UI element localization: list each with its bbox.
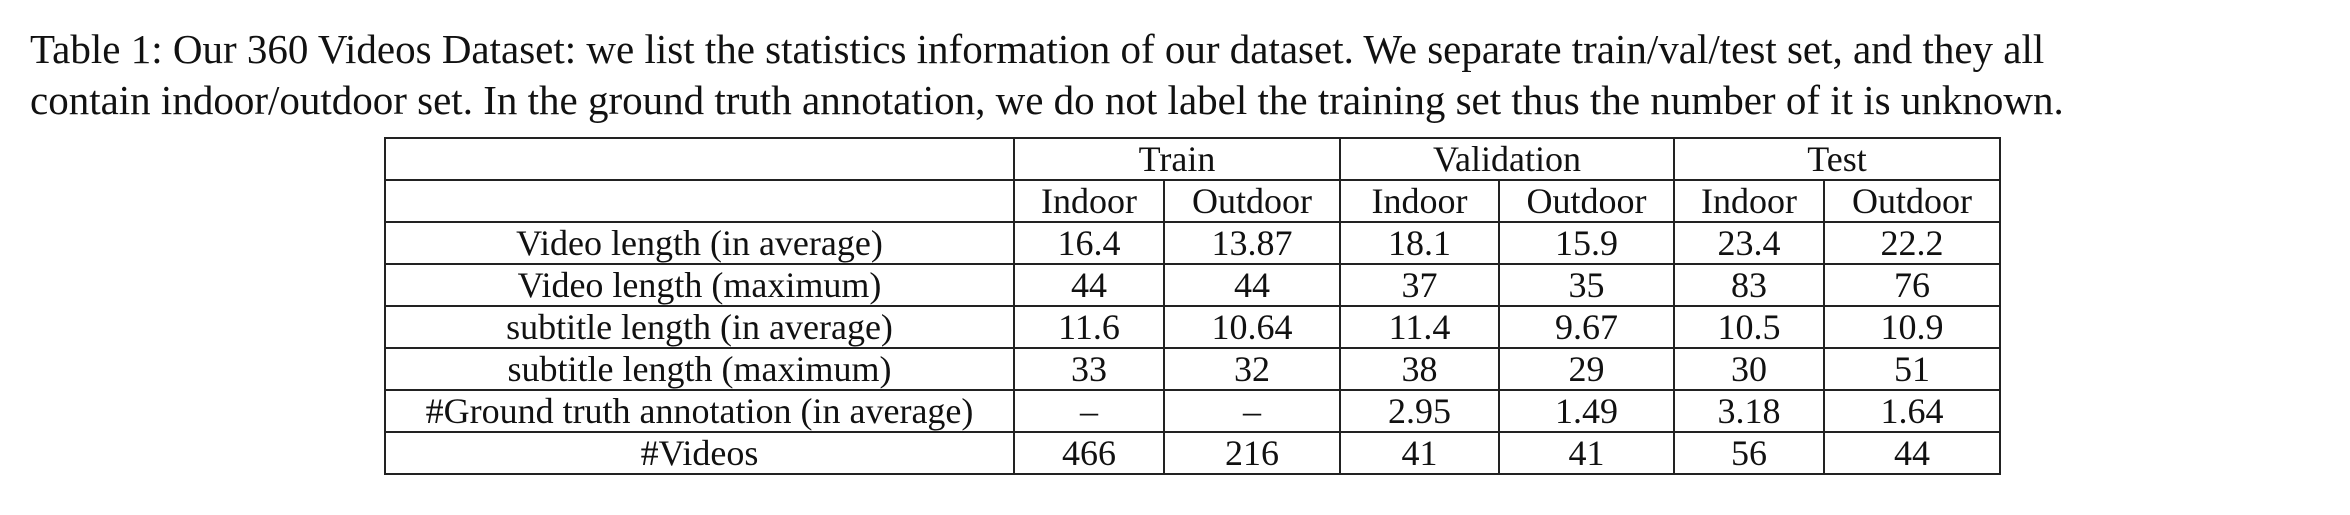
table-cell: 16.4 [1014, 222, 1164, 264]
table-cell: 216 [1164, 432, 1340, 474]
table-cell: 44 [1824, 432, 2000, 474]
table-cell: 38 [1340, 348, 1499, 390]
subheader-test-indoor: Indoor [1674, 180, 1824, 222]
table-cell: 2.95 [1340, 390, 1499, 432]
row-label: Video length (in average) [385, 222, 1014, 264]
table-row [385, 390, 2000, 432]
group-header-row [385, 138, 2000, 180]
table-cell: 10.64 [1164, 306, 1340, 348]
table-row [385, 264, 2000, 306]
subheader-validation-outdoor: Outdoor [1499, 180, 1674, 222]
row-label: subtitle length (maximum) [385, 348, 1014, 390]
subheader-row [385, 180, 2000, 222]
table-cell: 11.6 [1014, 306, 1164, 348]
subheader-test-outdoor: Outdoor [1824, 180, 2000, 222]
table-cell: 10.9 [1824, 306, 2000, 348]
subheader-validation-indoor: Indoor [1340, 180, 1499, 222]
group-header-train: Train [1014, 138, 1340, 180]
table-caption [30, 24, 2330, 126]
table-cell: 33 [1014, 348, 1164, 390]
table-cell: 13.87 [1164, 222, 1340, 264]
subheader-train-indoor: Indoor [1014, 180, 1164, 222]
table-cell: 41 [1340, 432, 1499, 474]
table-cell: 44 [1164, 264, 1340, 306]
table-cell: 23.4 [1674, 222, 1824, 264]
group-header-test: Test [1674, 138, 2000, 180]
table-cell: 32 [1164, 348, 1340, 390]
table-cell: – [1014, 390, 1164, 432]
table-cell: 29 [1499, 348, 1674, 390]
row-label: #Ground truth annotation (in average) [385, 390, 1014, 432]
table-cell: 18.1 [1340, 222, 1499, 264]
row-label: subtitle length (in average) [385, 306, 1014, 348]
table-cell: 15.9 [1499, 222, 1674, 264]
table-cell: 9.67 [1499, 306, 1674, 348]
table-cell: 41 [1499, 432, 1674, 474]
table-cell: 44 [1014, 264, 1164, 306]
table-row [385, 348, 2000, 390]
table-cell: 3.18 [1674, 390, 1824, 432]
table-cell: – [1164, 390, 1340, 432]
group-header-validation: Validation [1340, 138, 1674, 180]
table-cell: 83 [1674, 264, 1824, 306]
table-cell: 76 [1824, 264, 2000, 306]
table-cell: 30 [1674, 348, 1824, 390]
row-label: Video length (maximum) [385, 264, 1014, 306]
subheader-corner-cell [385, 180, 1014, 222]
table-cell: 11.4 [1340, 306, 1499, 348]
table-row [385, 222, 2000, 264]
table-cell: 22.2 [1824, 222, 2000, 264]
table-row [385, 306, 2000, 348]
table-cell: 1.49 [1499, 390, 1674, 432]
table-cell: 10.5 [1674, 306, 1824, 348]
table-cell: 466 [1014, 432, 1164, 474]
table-cell: 56 [1674, 432, 1824, 474]
table-row [385, 432, 2000, 474]
corner-cell [385, 138, 1014, 180]
table-cell: 1.64 [1824, 390, 2000, 432]
table-cell: 37 [1340, 264, 1499, 306]
caption-line-2: contain indoor/outdoor set. In the ground truth annotation, we do not label the training set thus the number of it is unknown. [30, 77, 2064, 123]
subheader-train-outdoor: Outdoor [1164, 180, 1340, 222]
row-label: #Videos [385, 432, 1014, 474]
table-cell: 51 [1824, 348, 2000, 390]
caption-line-1: Table 1: Our 360 Videos Dataset: we list the statistics information of our dataset. We separate train/val/test set, and they all [30, 26, 2045, 72]
dataset-statistics-table [384, 137, 2001, 475]
table-cell: 35 [1499, 264, 1674, 306]
